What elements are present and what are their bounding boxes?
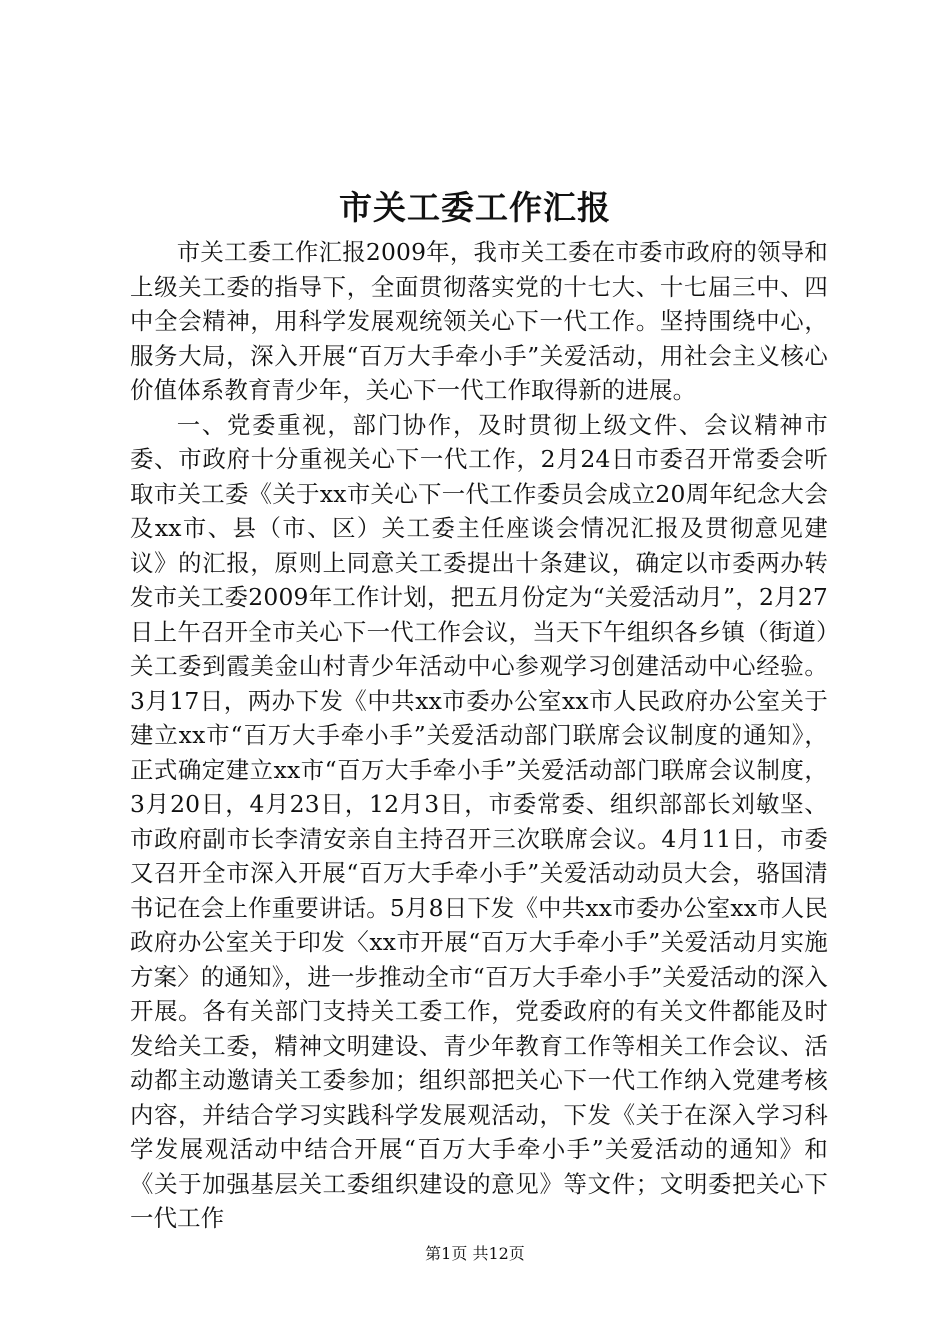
- paragraph-intro: 市关工委工作汇报2009年，我市关工委在市委市政府的领导和上级关工委的指导下，全面贯彻落实党的十七大、十七届三中、四中全会精神，用科学发展观统领关心下一代工作。坚持围绕中心，服务大局，深入开展“百万大手牵小手”关爱活动，用社会主义核心价值体系教育青少年，关心下一代工作取得新的进展。: [130, 238, 828, 404]
- document-title: 市关工委工作汇报: [339, 188, 611, 227]
- page-number-footer: 第1页 共12页: [425, 1244, 525, 1263]
- paragraph-section-one: 一、党委重视，部门协作，及时贯彻上级文件、会议精神市委、市政府十分重视关心下一代工作，2月24日市委召开常委会听取市关工委《关于xx市关心下一代工作委员会成立20周年纪念大会及xx市、县（市、区）关工委主任座谈会情况汇报及贯彻意见建议》的汇报，原则上同意关工委提出十条建议，确定以市委两办转发市关工委2009年工作计划，把五月份定为“关爱活动月”，2月27日上午召开全市关心下一代工作会议，当天下午组织各乡镇（街道）关工委到霞美金山村青少年活动中心参观学习创建活动中心经验。3月17日，两办下发《中共xx市委办公室xx市人民政府办公室关于建立xx市“百万大手牵小手”关爱活动部门联席会议制度的通知》，正式确定建立xx市“百万大手牵小手”关爱活动部门联席会议制度，3月20日，4月23日，12月3日，市委常委、组织部部长刘敏坚、市政府副市长李清安亲自主持召开三次联席会议。4月11日，市委又召开全市深入开展“百万大手牵小手”关爱活动动员大会，骆国清书记在会上作重要讲话。5月8日下发《中共xx市委办公室xx市人民政府办公室关于印发〈xx市开展“百万大手牵小手”关爱活动月实施方案〉的通知》，进一步推动全市“百万大手牵小手”关爱活动的深入开展。各有关部门支持关工委工作，党委政府的有关文件都能及时发给关工委，精神文明建设、青少年教育工作等相关工作会议、活动都主动邀请关工委参加；组织部把关心下一代工作纳入党建考核内容，并结合学习实践科学发展观活动，下发《关于在深入学习科学发展观活动中结合开展“百万大手牵小手”关爱活动的通知》和《关于加强基层关工委组织建设的意见》等文件；文明委把关心下一代工作: [130, 410, 828, 1232]
- document-body: [130, 235, 828, 1236]
